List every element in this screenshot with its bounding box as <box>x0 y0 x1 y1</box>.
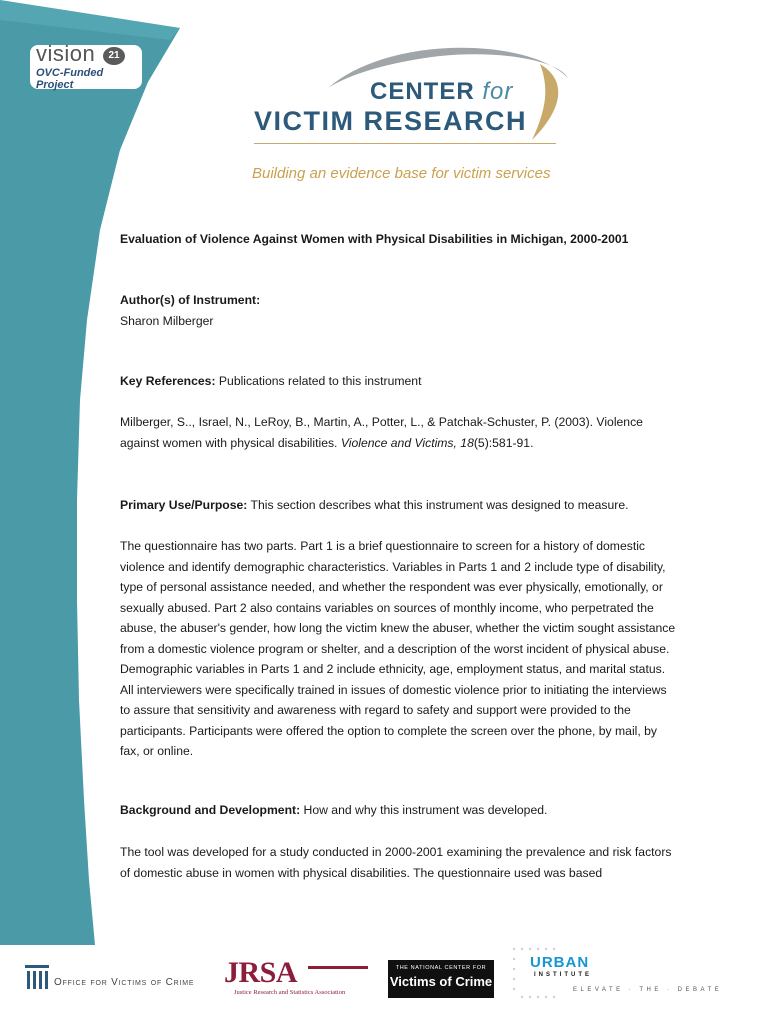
key-references-label: Key References: <box>120 374 216 388</box>
jrsa-logo <box>222 958 372 1000</box>
urban-tagline: ELEVATE · THE · DEBATE <box>573 987 723 993</box>
key-references-desc: Publications related to this instrument <box>215 374 422 388</box>
primary-use-desc: This section describes what this instrument was designed to measure. <box>247 498 629 512</box>
cvr-center-text <box>370 78 513 106</box>
jrsa-word: JRSA <box>224 956 298 989</box>
ncvc-main-text: Victims of Crime <box>389 974 493 989</box>
cvr-center-word: CENTER <box>370 78 475 105</box>
ovc-funded-label: OVC-Funded Project <box>36 67 104 91</box>
authors-section <box>120 290 680 331</box>
jrsa-rule <box>308 966 368 969</box>
urban-word: URBAN <box>530 954 590 971</box>
vision-21-icon: 21 <box>103 47 125 65</box>
reference-pages: (5):581-91. <box>473 435 534 450</box>
reference-authors: Milberger, S.., Israel, N., LeRoy, B., Martin, A., Potter, L., & Patchak-Schuster, P. (2003). Violence against women with physical disabilities. <box>120 415 643 450</box>
reference-citation <box>120 412 680 453</box>
background-heading <box>120 800 680 821</box>
background-label: Background and Development: <box>120 803 301 817</box>
cvr-tagline: Building an evidence base for victim services <box>252 165 551 182</box>
document-title: Evaluation of Violence Against Women with Physical Disabilities in Michigan, 2000-2001 <box>120 232 629 246</box>
cvr-divider <box>254 143 556 144</box>
authors-label: Author(s) of Instrument: <box>120 293 261 307</box>
cvr-for-word: for <box>482 78 514 105</box>
jrsa-subtitle: Justice Research and Statistics Association <box>234 989 346 996</box>
background-paragraph: The tool was developed for a study conducted in 2000-2001 examining the prevalence and risk factors of domestic abuse in women with physical disabilities. The questionnaire used was based <box>120 845 672 880</box>
ovc-logo-text: Office for Victims of Crime <box>54 977 195 988</box>
primary-use-heading <box>120 495 680 516</box>
cvr-name-text: VICTIM RESEARCH <box>254 106 528 136</box>
primary-use-label: Primary Use/Purpose: <box>120 498 248 512</box>
reference-journal: Violence and Victims, 18 <box>340 435 474 450</box>
key-references-heading <box>120 371 680 392</box>
primary-use-paragraph: The questionnaire has two parts. Part 1 is a brief questionnaire to screen for a history of domestic violence and identify demographic characteristics. Variables in Parts 1 and 2 include type of disability, type of personal assistance needed, and whether the respondent was ever physically, emotionally, or sexually abused. Part 2 also contains variables on sources of monthly income, who perpetrated the abuse, the abuser's gender, how long the victim knew the abuser, whether the victim sought assistance from a domestic violence program or shelter, and a description of the worst incident of physical abuse. Demographic variables in Parts 1 and 2 include ethnicity, age, employment status, and marital status. All interviewers were specifically trained in issues of domestic violence prior to initiating the interviews to assure that sensitivity and awareness with regard to safety and support were provided to the participants. Participants were offered the option to complete the screen over the phone, by mail, by fax, or online. <box>120 539 676 758</box>
urban-institute-word: INSTITUTE <box>534 972 592 978</box>
authors-value: Sharon Milberger <box>120 313 214 328</box>
urban-institute-logo <box>510 945 723 1000</box>
background-desc: How and why this instrument was developed. <box>300 803 548 817</box>
ncvc-top-text: THE NATIONAL CENTER FOR <box>395 965 487 971</box>
center-for-victim-research-logo <box>240 42 620 192</box>
ncvc-logo <box>388 960 494 998</box>
ovc-columns-icon <box>25 965 49 991</box>
vision21-badge <box>30 41 142 91</box>
vision-word: vision <box>36 41 96 66</box>
